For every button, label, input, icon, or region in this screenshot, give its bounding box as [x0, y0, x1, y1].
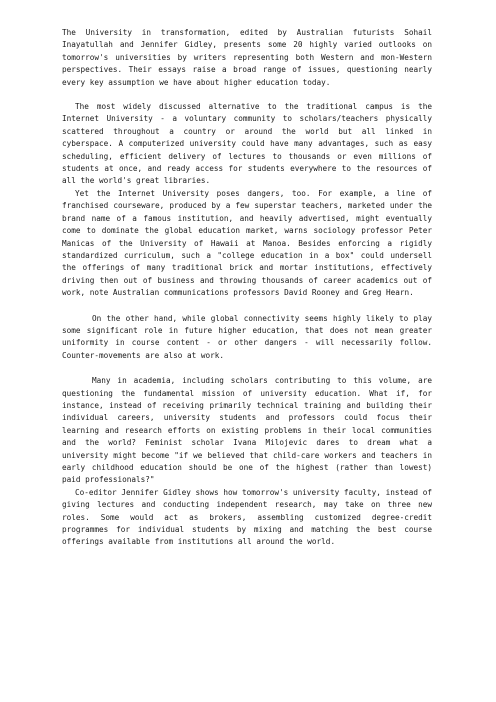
paragraph-faculty-roles: Co-editor Jennifer Gidley shows how tomorrow's university faculty, instead of giving lectures and conducting independent research, may take on three new roles. Some would act as brokers, assembling customized degree-credit programmes for individual students by mixing and matching the best course offerings available from institutions all around the world.: [62, 487, 432, 547]
paragraph-intro: The University in transformation, edited by Australian futurists Sohail Inayatullah and Jennifer Gidley, presents some 20 highly varied outlooks on tomorrow's universities by writers representing both Western and mon-Western perspectives. Their essays raise a broad range of issues, questioning nearly every key assumption we have about higher education today.: [62, 28, 432, 87]
document-body: [62, 27, 432, 549]
paragraph-mission: Many in academia, including scholars contributing to this volume, are questioning the fundamental mission of university education. What if, for instance, instead of receiving primarily technical training and building their individual careers, university students and professors could focus their learning and research efforts on existing problems in their local communities and the world? Feminist scholar Ivana Milojevic dares to dream what a university might become "if we believed that child-care workers and teachers in early childhood education should be one of the highest (rather than lowest) paid professionals?": [62, 376, 432, 485]
paragraph-internet-university: The most widely discussed alternative to the traditional campus is the Internet University - a voluntary community to scholars/teachers physically scattered throughout a country or around the world but all linked in cyberspace. A computerized university could have many advantages, such as easy scheduling, efficient delivery of lectures to thousands or even millions of students at once, and ready access for students everywhere to the resources of all the world's great libraries.: [62, 102, 432, 186]
paragraph-dangers: Yet the Internet University poses dangers, too. For example, a line of franchised courseware, produced by a few superstar teachers, marketed under the brand name of a famous institution, and heavily advertised, might eventually come to dominate the global education market, warns sociology professor Peter Manicas of the University of Hawaii at Manoa. Besides enforcing a rigidly standardized curriculum, such a "college education in a box" could undersell the offerings of many traditional brick and mortar institutions, effectively driving then out of business and throwing thousands of career academics out of work, note Australian communications professors David Rooney and Greg Hearn.: [62, 188, 432, 298]
paragraph-counter-movements: On the other hand, while global connectivity seems highly likely to play some significant role in future higher education, that does not mean greater uniformity in course content - or other dangers - will necessarily follow. Counter-movements are also at work.: [62, 313, 432, 360]
